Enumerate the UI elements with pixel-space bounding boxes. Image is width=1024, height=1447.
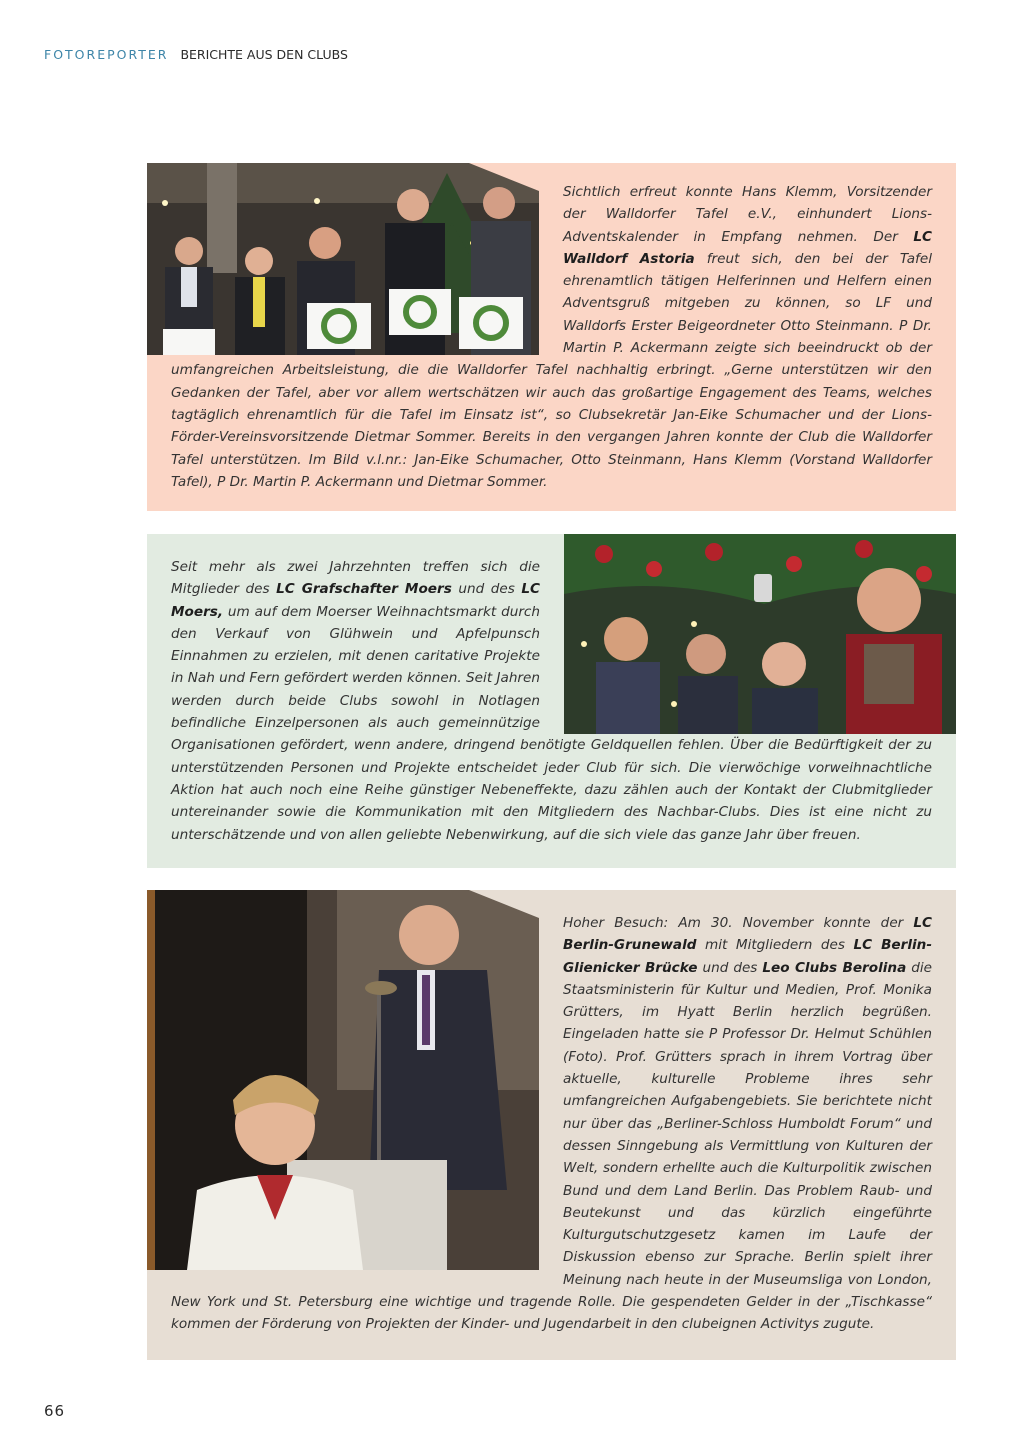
- text-segment: mit Mitgliedern des: [696, 937, 854, 954]
- article-berlin: [147, 890, 956, 1360]
- club-name-walldorf-astoria: LC Walldorf Astoria: [563, 228, 932, 267]
- article-walldorf: [147, 163, 956, 511]
- text-segment: Seit mehr als zwei Jahrzehnten treffen sich die Mitglieder des: [171, 559, 540, 598]
- text-segment: Hoher Besuch: Am 30. November konnte der: [563, 915, 914, 931]
- club-name-moers: LC Moers,: [171, 581, 540, 620]
- text-segment: um auf dem Moerser Weihnachtsmarkt durch den Verkauf von Glühwein und Apfelpunsch Einnahmen zu erzielen, mit denen caritative Projekte in Nah und Fern gefördert werden können. Seit Jahren werden durch beide Clubs sowohl in Notlagen befindliche Einzelpersonen als auch gemeinnützige Organisationen gefördert, wenn andere, dringend benötigte Geldquellen fehlen. Über die Bedürftigkeit der zu unterstützenden Personen und Projekte entscheidet jeder Club für sich. Die vierwöchige vorweihnachtliche Aktion hat auch noch eine Reihe günstiger Nebeneffekte, dazu zählen auch der Kontakt der Clubmitglieder untereinander sowie die Kommunikation mit den Mitgliedern des Nachbar-Clubs. Dies ist eine nicht zu unterschätzende und von allen geliebte Nebenwirkung, auf die sich viele das ganze Jahr über freuen.: [171, 603, 932, 843]
- page-number: 66: [44, 1402, 66, 1420]
- topic-label: BERICHTE AUS DEN CLUBS: [180, 47, 348, 62]
- club-name-leo-berolina: Leo Clubs Berolina: [762, 959, 907, 976]
- page-header: [44, 47, 348, 62]
- club-name-berlin-glienicker-bruecke: LC Berlin-Glienicker Brücke: [563, 937, 932, 976]
- club-name-grafschafter-moers: LC Grafschafter Moers: [276, 581, 452, 598]
- photo-float-berlin: [147, 890, 539, 1270]
- text-segment: Sichtlich erfreut konnte Hans Klemm, Vorsitzender der Walldorfer Tafel e.V., einhundert Lions- Adventskalender in Empfang nehmen. Der: [563, 184, 932, 245]
- article-text-walldorf: [171, 181, 932, 493]
- photo-float-moers: [564, 534, 956, 734]
- photo-float-walldorf: [147, 163, 539, 355]
- article-text-berlin: [171, 912, 932, 1336]
- club-name-berlin-grunewald: LC Berlin-Grunewald: [563, 915, 932, 954]
- article-moers: [147, 534, 956, 868]
- text-segment: freut sich, den bei der Tafel ehrenamtlich tätigen Helferinnen und Helfern einen Adventsgruß mitgeben zu können, so LF und Walldorfs Erster Beigeordneter Otto Steinmann. P Dr. Martin P. Ackermann zeigte sich beeindruckt ob der umfangreichen Arbeitsleistung, die die Walldorfer Tafel nachhaltig erbringt. „Gerne unterstützen wir den Gedanken der Tafel, aber vor allem wertschätzen wir auch das großartige Engagement des Teams, welches tagtäglich ehrenamtlich für die Tafel im Einsatz ist“, so Clubsekretär Jan-Eike Schumacher und der Lions-Förder-Vereinsvorsitzende Dietmar Sommer. Bereits in den vergangen Jahren konnte der Club die Walldorfer Tafel unterstützen. Im Bild v.l.nr.: Jan-Eike Schumacher, Otto Steinmann, Hans Klemm (Vorstand Walldorfer Tafel), P Dr. Martin P. Ackermann und Dietmar Sommer.: [171, 250, 932, 490]
- text-segment: die Staatsministerin für Kultur und Medien, Prof. Monika Grütters, im Hyatt Berlin herzlich begrüßen. Eingeladen hatte sie P Professor Dr. Helmut Schühlen (Foto). Prof. Grütters sprach in ihrem Vortrag über aktuelle, kulturelle Probleme ihres sehr umfangreichen Aufgabengebiets. Sie berichtete nicht nur über das „Berliner-Schloss Humboldt Forum“ und dessen Sinngebung als Vermittlung von Kulturen der Welt, sondern erhellte auch die Kulturpolitik zwischen Bund und dem Land Berlin. Das Problem Raub- und Beutekunst und das kürzlich eingeführte Kulturgutschutzgesetz kamen im Laufe der Diskussion ebenso zur Sprache. Berlin spielt ihrer Meinung nach heute in der Museumsliga von London, New York und St. Petersburg eine wichtige und tragende Rolle. Die gespendeten Gelder in der „Tischkasse“ kommen der Förderung von Projekten der Kinder- und Jugendarbeit in den clubeignen Activitys zugute.: [171, 959, 932, 1333]
- text-segment: und des: [451, 581, 522, 598]
- text-segment: und des: [697, 959, 763, 976]
- section-label: FOTOREPORTER: [44, 47, 169, 62]
- article-text-moers: [171, 556, 932, 846]
